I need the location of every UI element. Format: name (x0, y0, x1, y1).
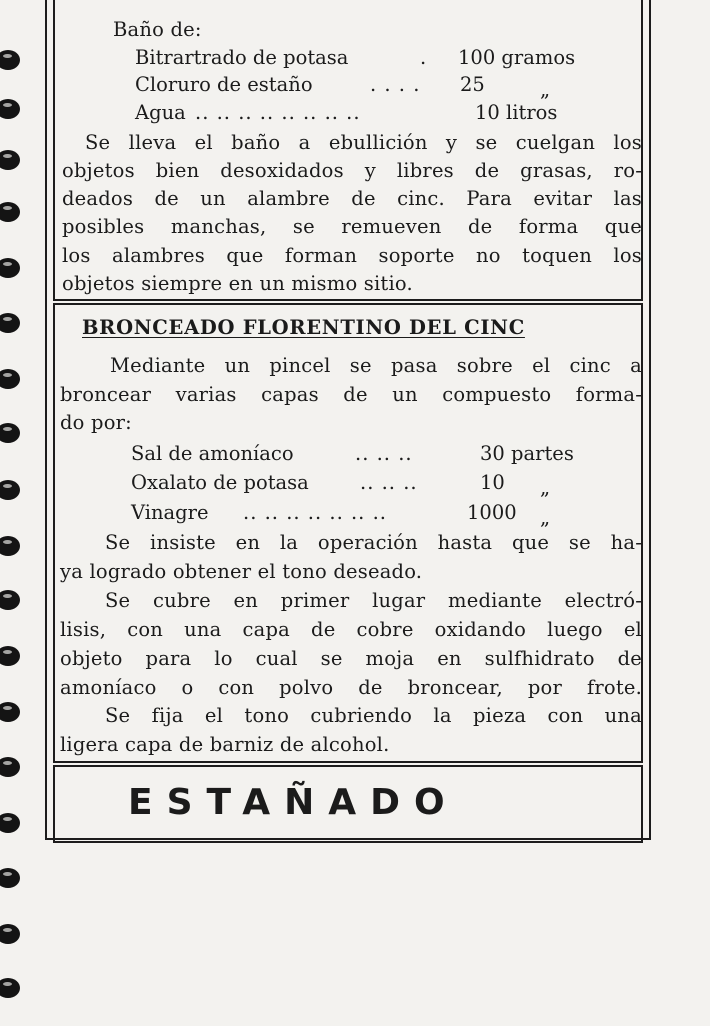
binding-hole (0, 150, 20, 170)
binding-hole (0, 258, 20, 278)
paragraph-line: deados de un alambre de cinc. Para evitar las (62, 187, 642, 210)
paragraph-line: lisis, con una capa de cobre oxidando luego el (60, 618, 642, 641)
ingredient-amount: 30 partes (480, 442, 574, 465)
dot-leader: .. .. .. (355, 442, 413, 465)
paragraph-line: ya logrado obtener el tono deseado. (60, 560, 423, 583)
ingredient-amount: 100 gramos (458, 46, 576, 69)
dot-leader: .. .. .. .. .. .. .. (243, 501, 387, 524)
paragraph-line: Se insiste en la operación hasta que se ha- (105, 531, 642, 554)
paragraph-line: objetos siempre en un mismo sitio. (62, 272, 413, 295)
binding-hole (0, 202, 20, 222)
binding-hole (0, 369, 20, 389)
paragraph-line: amoníaco o con polvo de broncear, por frote. (60, 676, 642, 699)
binding-hole (0, 978, 20, 998)
paragraph-line: ligera capa de barniz de alcohol. (60, 733, 390, 756)
binding-hole (0, 757, 20, 777)
binding-hole (0, 646, 20, 666)
dot-leader: . . . . (370, 73, 421, 96)
binding-hole (0, 423, 20, 443)
ingredient-name: Vinagre (131, 501, 209, 524)
binding-hole (0, 480, 20, 500)
paragraph-line: objeto para lo cual se moja en sulfhidrato de (60, 647, 642, 670)
binding-hole (0, 536, 20, 556)
section-heading: BRONCEADO FLORENTINO DEL CINC (82, 316, 525, 339)
binding-hole (0, 313, 20, 333)
dot-leader: .. .. .. .. .. .. .. .. (195, 101, 361, 124)
paragraph-line: Se lleva el baño a ebullición y se cuelgan los (85, 131, 642, 154)
ingredient-name: Cloruro de estaño (135, 73, 313, 96)
binding-hole (0, 924, 20, 944)
binding-hole (0, 813, 20, 833)
binding-hole (0, 590, 20, 610)
ingredient-amount: 10 litros (475, 101, 558, 124)
paragraph-line: Se fija el tono cubriendo la pieza con una (105, 704, 642, 727)
paragraph-line: broncear varias capas de un compuesto forma- (60, 383, 642, 406)
spiral-binding (0, 0, 28, 1026)
paragraph-line: do por: (60, 411, 132, 434)
ingredient-amount: 25 (460, 73, 485, 96)
binding-hole (0, 99, 20, 119)
ingredient-name: Sal de amoníaco (131, 442, 294, 465)
ingredient-name: Oxalato de potasa (131, 471, 309, 494)
paragraph-line: objetos bien desoxidados y libres de grasas, ro- (62, 159, 642, 182)
paragraph-line: posibles manchas, se remueven de forma que (62, 215, 642, 238)
ingredient-name: Bitrartrado de potasa (135, 46, 349, 69)
ditto-mark: „ (540, 476, 551, 499)
ingredient-amount: 10 (480, 471, 505, 494)
section-title: ESTAÑADO (128, 782, 459, 823)
paragraph-line: Se cubre en primer lugar mediante electró- (105, 589, 642, 612)
dot-leader: .. .. .. (360, 471, 418, 494)
binding-hole (0, 702, 20, 722)
ingredient-amount: 1000 (467, 501, 517, 524)
dot-leader: . (420, 46, 428, 69)
ditto-mark: „ (540, 506, 551, 529)
ingredient-name: Agua (135, 101, 186, 124)
paragraph-line: Mediante un pincel se pasa sobre el cinc a (110, 354, 642, 377)
bath-intro: Baño de: (113, 18, 202, 41)
ditto-mark: „ (540, 78, 551, 101)
binding-hole (0, 50, 20, 70)
binding-hole (0, 868, 20, 888)
paragraph-line: los alambres que forman soporte no toquen los (62, 244, 642, 267)
